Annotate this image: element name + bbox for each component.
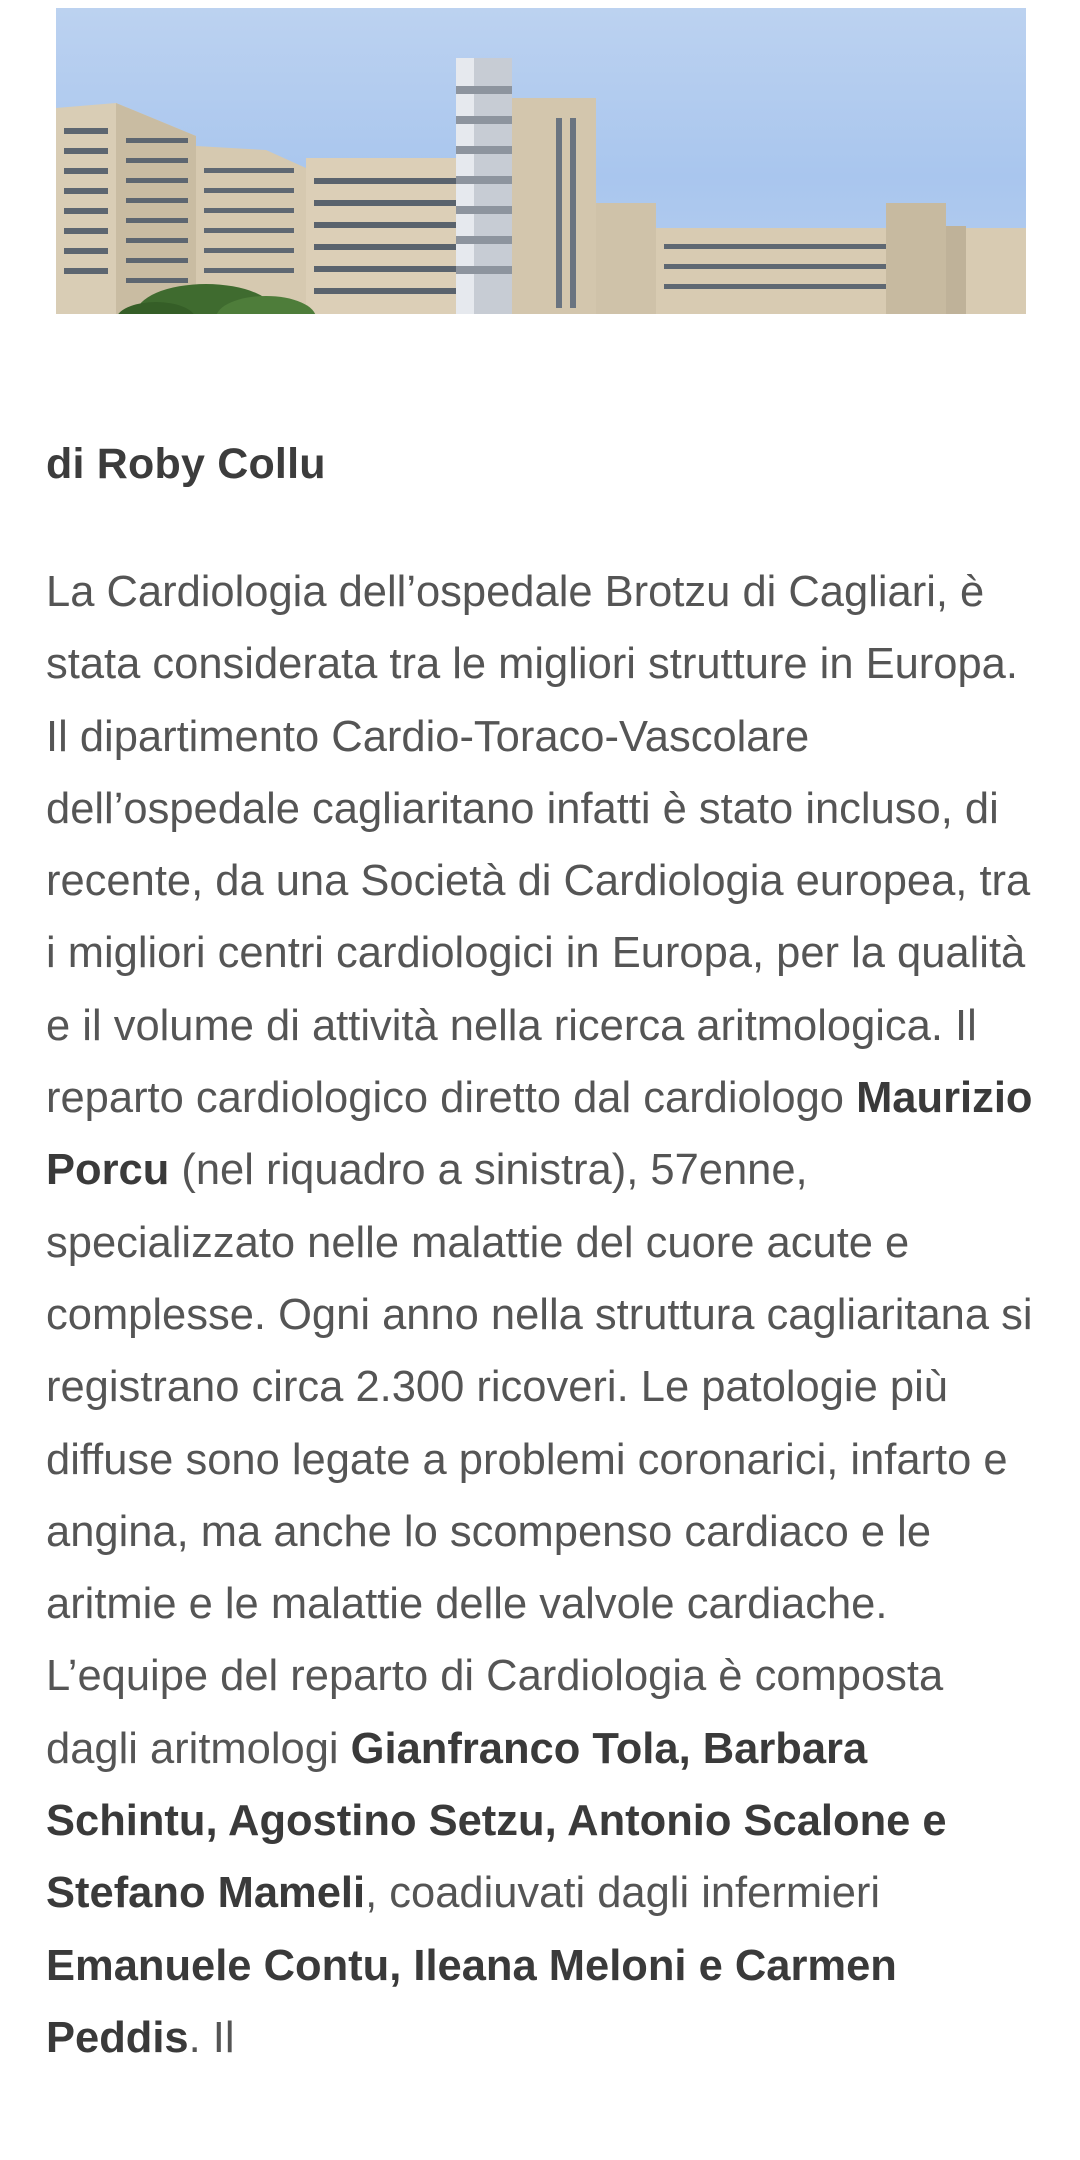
doctor-name: Maurizio Porcu bbox=[46, 1074, 1033, 1195]
arrhythmologist-names: Gianfranco Tola, Barbara Schintu, Agostino Setzu, Antonio Scalone e Stefano Mameli bbox=[46, 1724, 947, 1918]
article-text: (nel riquadro a sinistra), 57enne, specializzato nelle malattie del cuore acute e complesse. Ogni anno nella struttura cagliaritana si registrano circa 2.300 ricoveri. Le patologie più diffuse sono legate a problemi coronarici, infarto e angina, ma anche lo scompenso cardiaco e le aritmie e le malattie delle valvole cardiache. L’equipe del reparto di Cardiologia è composta dagli aritmologi bbox=[46, 1146, 1033, 1773]
article-text: La Cardiologia dell’ospedale Brotzu di Cagliari, è stata considerata tra le migliori strutture in Europa. Il dipartimento Cardio-Toraco-Vascolare dell’ospedale cagliaritano infatti è stato incluso, di recente, da una Società di Cardiologia europea, tra i migliori centri cardiologici in Europa, per la qualità e il volume di attività nella ricerca aritmologica. Il reparto cardiologico diretto dal cardiologo bbox=[46, 568, 1031, 1123]
article-text: , coadiuvati dagli infermieri bbox=[365, 1869, 881, 1918]
article-body bbox=[46, 556, 1046, 2074]
hospital-photo bbox=[56, 8, 1026, 314]
article-byline: di Roby Collu bbox=[46, 440, 326, 488]
nurse-names: Emanuele Contu, Ileana Meloni e Carmen Peddis bbox=[46, 1941, 897, 2062]
hospital-building-image bbox=[56, 8, 1026, 314]
article-text: . Il bbox=[188, 2013, 235, 2062]
